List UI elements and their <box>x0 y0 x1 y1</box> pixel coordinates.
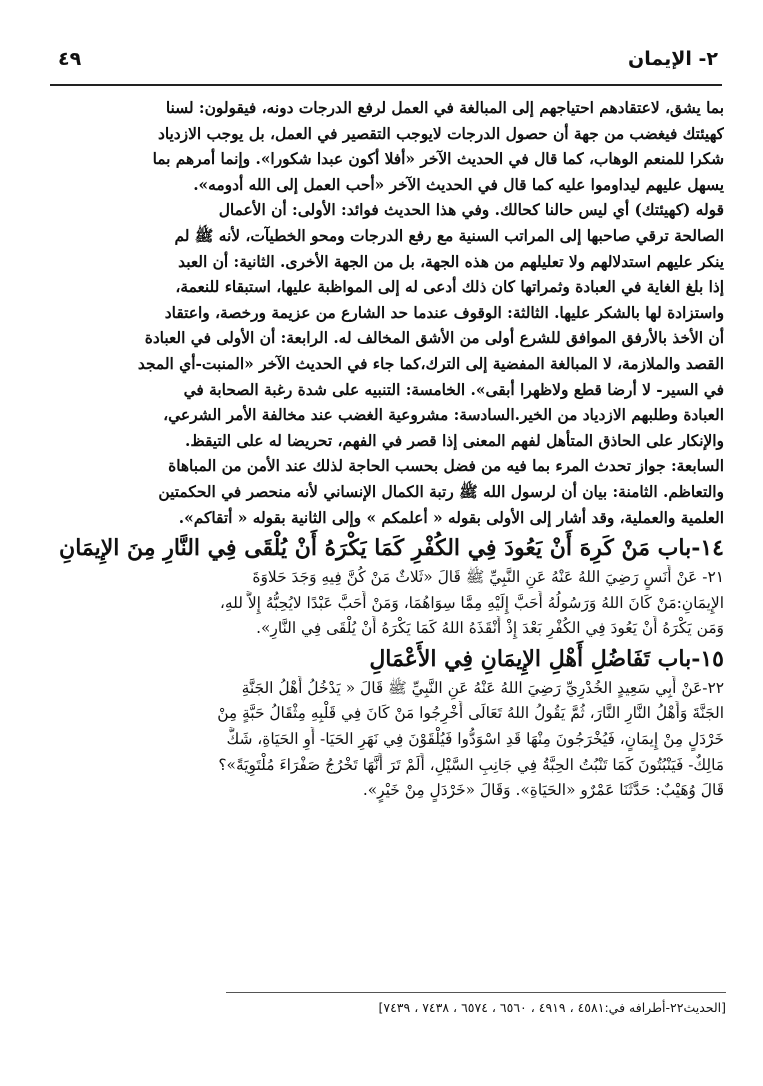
page-number: ٤٩ <box>58 48 82 70</box>
hadith-line: خَرْدَلٍ مِنْ إِيمَانٍ، فَيُخْرَجُونَ مِنْهَا قَدِ اسْوَدُّوا فَيُلْقَوْنَ فِي نَهَرِ الحَيَا- أَوِ الحَيَاةِ، شَكَّ <box>226 730 724 749</box>
chapter-heading-14: ١٤-باب مَنْ كَرِهَ أَنْ يَعُودَ فِي الكُفْرِ كَمَا يَكْرَهُ أَنْ يُلْقَى فِي النَّارِ مِنَ الإِيمَانِ <box>59 535 724 562</box>
hadith-line: قَالَ وُهَيْبٌ: حَدَّثَنَا عَمْرٌو «الحَيَاةِ». وَقَالَ «خَرْدَلٍ مِنْ خَيْرٍ». <box>362 781 724 800</box>
page-header <box>58 46 718 76</box>
chapter-heading-15: ١٥-باب تَفَاضُلِ أَهْلِ الإِيمَانِ فِي الأَعْمَالِ <box>369 645 724 672</box>
text-line: والإنكار على الحاذق المتأهل لفهم المعنى إذا قصر في الفهم، تحريضا له على التيقظ. <box>184 431 724 450</box>
header-rule <box>50 84 722 86</box>
text-line: الصالحة ترقي صاحبها إلى المراتب السنية مع رفع الدرجات ومحو الخطيآت، لأنه ﷺ لم <box>174 226 724 245</box>
text-line: في السير- لا أرضا قطع ولاظهرا أبقى». الخامسة: التنبيه على شدة رغبة الصحابة في <box>183 380 724 399</box>
text-line: ينكر عليهم استدلالهم ولا تعليلهم من هذه الجهة، بل من الجهة الأخرى. الثانية: أن العبد <box>178 252 724 271</box>
text-line: العبادة وطلبهم الازدياد من الخير.السادسة: مشروعية الغضب عند مخالفة الأمر الشرعي، <box>163 406 724 425</box>
hadith-line: ٢١- عَنْ أَنَسٍ رَضِيَ اللهُ عَنْهُ عَنِ النَّبِيِّ ﷺ قَالَ «ثَلاثٌ مَنْ كُنَّ فِيهِ وَجَدَ حَلاوَةَ <box>252 568 724 587</box>
text-line: والتعاظم. الثامنة: بيان أن لرسول الله ﷺ رتبة الكمال الإنساني لأنه منحصر في الحكمتين <box>158 482 724 501</box>
footnote-separator <box>226 992 726 993</box>
hadith-line: مَالِكٌ- فَيَنْبُتُونَ كَمَا تَنْبُتُ الحِبَّةُ فِي جَانِبِ السَّيْلِ، أَلَمْ تَرَ أَنَّهَا تَخْرُجُ صَفْرَاءَ مُلْتَوِيَةً»؟ <box>218 755 724 774</box>
text-line: أن الأخذ بالأرفق الموافق للشرع أولى من الأشق المخالف له. الرابعة: أن الأولى في العبادة <box>144 329 724 348</box>
text-line: كهيئتك فيغضب من جهة أن حصول الدرجات لايوجب التقصير في العمل، بل يوجب الازدياد <box>157 124 724 143</box>
text-line: العلمية والعملية، وقد أشار إلى الأولى بقوله « أعلمكم » وإلى الثانية بقوله « أتقاكم». <box>178 508 724 527</box>
text-line: قوله (كهيئتك) أي ليس حالنا كحالك. وفي هذا الحديث فوائد: الأولى: أن الأعمال <box>218 201 724 220</box>
hadith-line: وَمَن يَكْرَهُ أَنْ يَعُودَ فِي الكُفْرِ بَعْدَ إِذْ أَنْقَذَهُ اللهُ كَمَا يَكْرَهُ أَنْ يُلْقَى فِي النَّارِ». <box>256 619 724 638</box>
text-line: السابعة: جواز تحدث المرء بما فيه من فضل بحسب الحاجة لذلك عند الأمن من المباهاة <box>168 457 724 476</box>
chapter-title: ٢- الإيمان <box>628 48 718 70</box>
text-line: إذا بلغ الغاية في العبادة وثمراتها كان ذلك أدعى له إلى المواظبة عليها، استبقاء للنعمة، <box>175 278 724 297</box>
text-line: بما يشق، لاعتقادهم احتياجهم إلى المبالغة في العمل لرفع الدرجات دونه، فيقولون: لسنا <box>165 99 724 117</box>
text-line: شكرا للمنعم الوهاب، كما قال في الحديث الآخر «أفلا أكون عبدا شكورا». وإنما أمرهم بما <box>152 150 724 169</box>
main-text <box>60 96 724 804</box>
hadith-line: ٢٢-عَنْ أَبِي سَعِيدٍ الخُدْرِيِّ رَضِيَ اللهُ عَنْهُ عَنِ النَّبِيِّ ﷺ قَالَ « يَدْخُلُ أَهْلُ الجَنَّةِ <box>241 678 724 697</box>
hadith-line: الإِيمَانِ:مَنْ كَانَ اللهُ وَرَسُولُهُ أَحَبَّ إِلَيْهِ مِمَّا سِوَاهُمَا، وَمَنْ أَحَبَّ عَبْدًا لايُحِبُّهُ إِلاَّ للهِ، <box>219 593 724 612</box>
hadith-line: الجَنَّةَ وَأَهْلُ النَّارِ النَّارَ، ثُمَّ يَقُولُ اللهُ تَعَالَى أَخْرِجُوا مَنْ كَانَ فِي قَلْبِهِ مِثْقَالُ حَبَّةٍ مِنْ <box>217 704 724 723</box>
text-line: القصد والملازمة، لا المبالغة المفضية إلى الترك،كما جاء في الحديث الآخر «المنبت-أي المجد <box>137 354 724 373</box>
footnote: [الحديث٢٢-أطرافه في:٤٥٨١ ، ٤٩١٩ ، ٦٥٦٠ ، ٦٥٧٤ ، ٧٤٣٨ ، ٧٤٣٩] <box>378 1000 726 1015</box>
text-line: واستزادة لها بالشكر عليها. الثالثة: الوقوف عندما حد الشارع من عزيمة ورخصة، واعتقاد <box>164 303 724 322</box>
text-line: يسهل عليهم ليداوموا عليه كما قال في الحديث الآخر «أحب العمل إلى الله أدومه». <box>193 175 724 194</box>
